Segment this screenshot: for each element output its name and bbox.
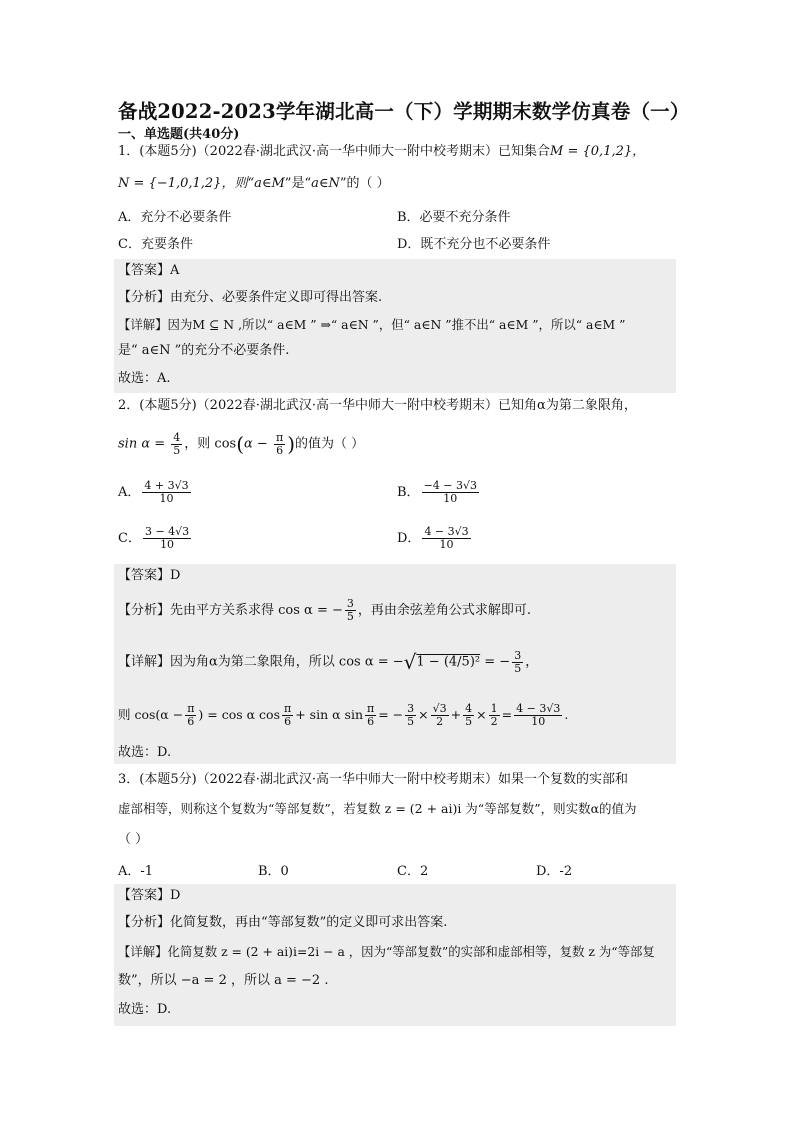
q2-option-a: A． $\frac{4 + 3√3}{10}$ [118,479,189,505]
document-title: 备战2022-2023学年湖北高一（下）学期期末数学仿真卷（一） [118,100,690,123]
q3-detail-line2: 数”，所以 −a = 2 ，所以 a = −2 . [118,973,329,988]
q3-option-b: B．0 [258,864,289,879]
q2-option-d: D． $\frac{4 - 3√3}{10}$ [397,525,469,551]
q2-stem-line1: 2．(本题5分)（2022春·湖北武汉·高一华中师大一附中校考期末）已知角α为第二象限角， [118,398,637,413]
q3-answer: 【答案】D [118,888,181,903]
q1-detail-line1: 【详解】因为M ⊆ N ,所以“ a∈M ” ⇒“ a∈N ”，但“ a∈N ”推不出“ a∈M ”，所以“ a∈M ” [118,317,626,332]
q1-option-a: A．充分不必要条件 [118,210,232,225]
q3-option-d: D．-2 [536,864,573,879]
q1-detail-line2: 是“ a∈N ”的充分不必要条件. [118,343,290,358]
q3-stem-line1: 3．(本题5分)（2022春·湖北武汉·高一华中师大一附中校考期末）如果一个复数的实部和 [118,772,629,787]
q1-set-m: M = {0,1,2}， [550,144,646,159]
q1-option-d: D．既不充分也不必要条件 [397,237,551,252]
q3-stem-line3: （ ） [118,832,149,847]
q1-option-b: B．必要不充分条件 [397,210,511,225]
q3-option-a: A．-1 [118,864,154,879]
q3-stem-line2: 虚部相等，则称这个复数为“等部复数”，若复数 z = (2 + ai)i 为“等部复数”，则实数α的值为 [118,801,637,816]
q1-stem-line1: 1．(本题5分)（2022春·湖北武汉·高一华中师大一附中校考期末）已知集合M = {0,1,2}， [118,144,646,159]
q2-detail-sqrt: 1 − (4/5)² [416,654,481,670]
q1-analysis: 【分析】由充分、必要条件定义即可得出答案. [118,290,383,305]
q3-option-c: C．2 [397,864,429,879]
q1-stem-line2: N = {−1,0,1,2}，则“a∈M”是“a∈N”的（ ） [118,176,390,191]
q2-option-c: C． $\frac{3 - 4√3}{10}$ [118,525,190,551]
q2-option-b: B． $\frac{-4 - 3√3}{10}$ [397,479,477,505]
q2-stem-line2: sin α = $\frac{4}{5}$ ，则 cos(α − $\frac{\pi}{6}$ )的值为（ ） [118,430,365,457]
q2-calculation: 则 cos(α − $\frac{\pi}{6}$ ) = cos α cos $\frac{\pi}{6}$ + sin α sin $\frac{\pi}{6}$ = − $\frac{3}{5}$ × $\frac{√3}{2}$ + $\frac{4}{5}$ × $\frac{1}{2}$ = $\frac{4 - 3√3}{10}$ . [118,702,569,728]
q3-conclusion: 故选：D. [118,1002,172,1017]
q1-option-c: C．充要条件 [118,237,193,252]
q1-conclusion: 故选：A. [118,371,171,386]
section-heading: 一、单选题(共40分) [118,127,240,142]
q2-answer: 【答案】D [118,568,181,583]
q1-answer: 【答案】A [118,263,180,278]
q2-fraction-pi-6: $\frac{\pi}{6}$ [275,430,284,457]
q2-conclusion: 故选：D. [118,745,172,760]
q2-analysis: 【分析】先由平方关系求得 cos α = − $\frac{3}{5}$ ，再由余弦差角公式求解即可. [118,597,532,623]
q3-analysis: 【分析】化简复数，再由“等部复数”的定义即可求出答案. [118,915,448,930]
q2-detail: 【详解】因为角α为第二象限角，所以 cos α = −√1 − (4/5)² = − $\frac{3}{5}$ ， [118,648,539,675]
q3-detail-line1: 【详解】化简复数 z = (2 + ai)i=2i − a ，因为“等部复数”的实部和虚部相等，复数 z 为“等部复 [118,944,655,959]
q2-fraction-4-5: $\frac{4}{5}$ [173,430,181,457]
